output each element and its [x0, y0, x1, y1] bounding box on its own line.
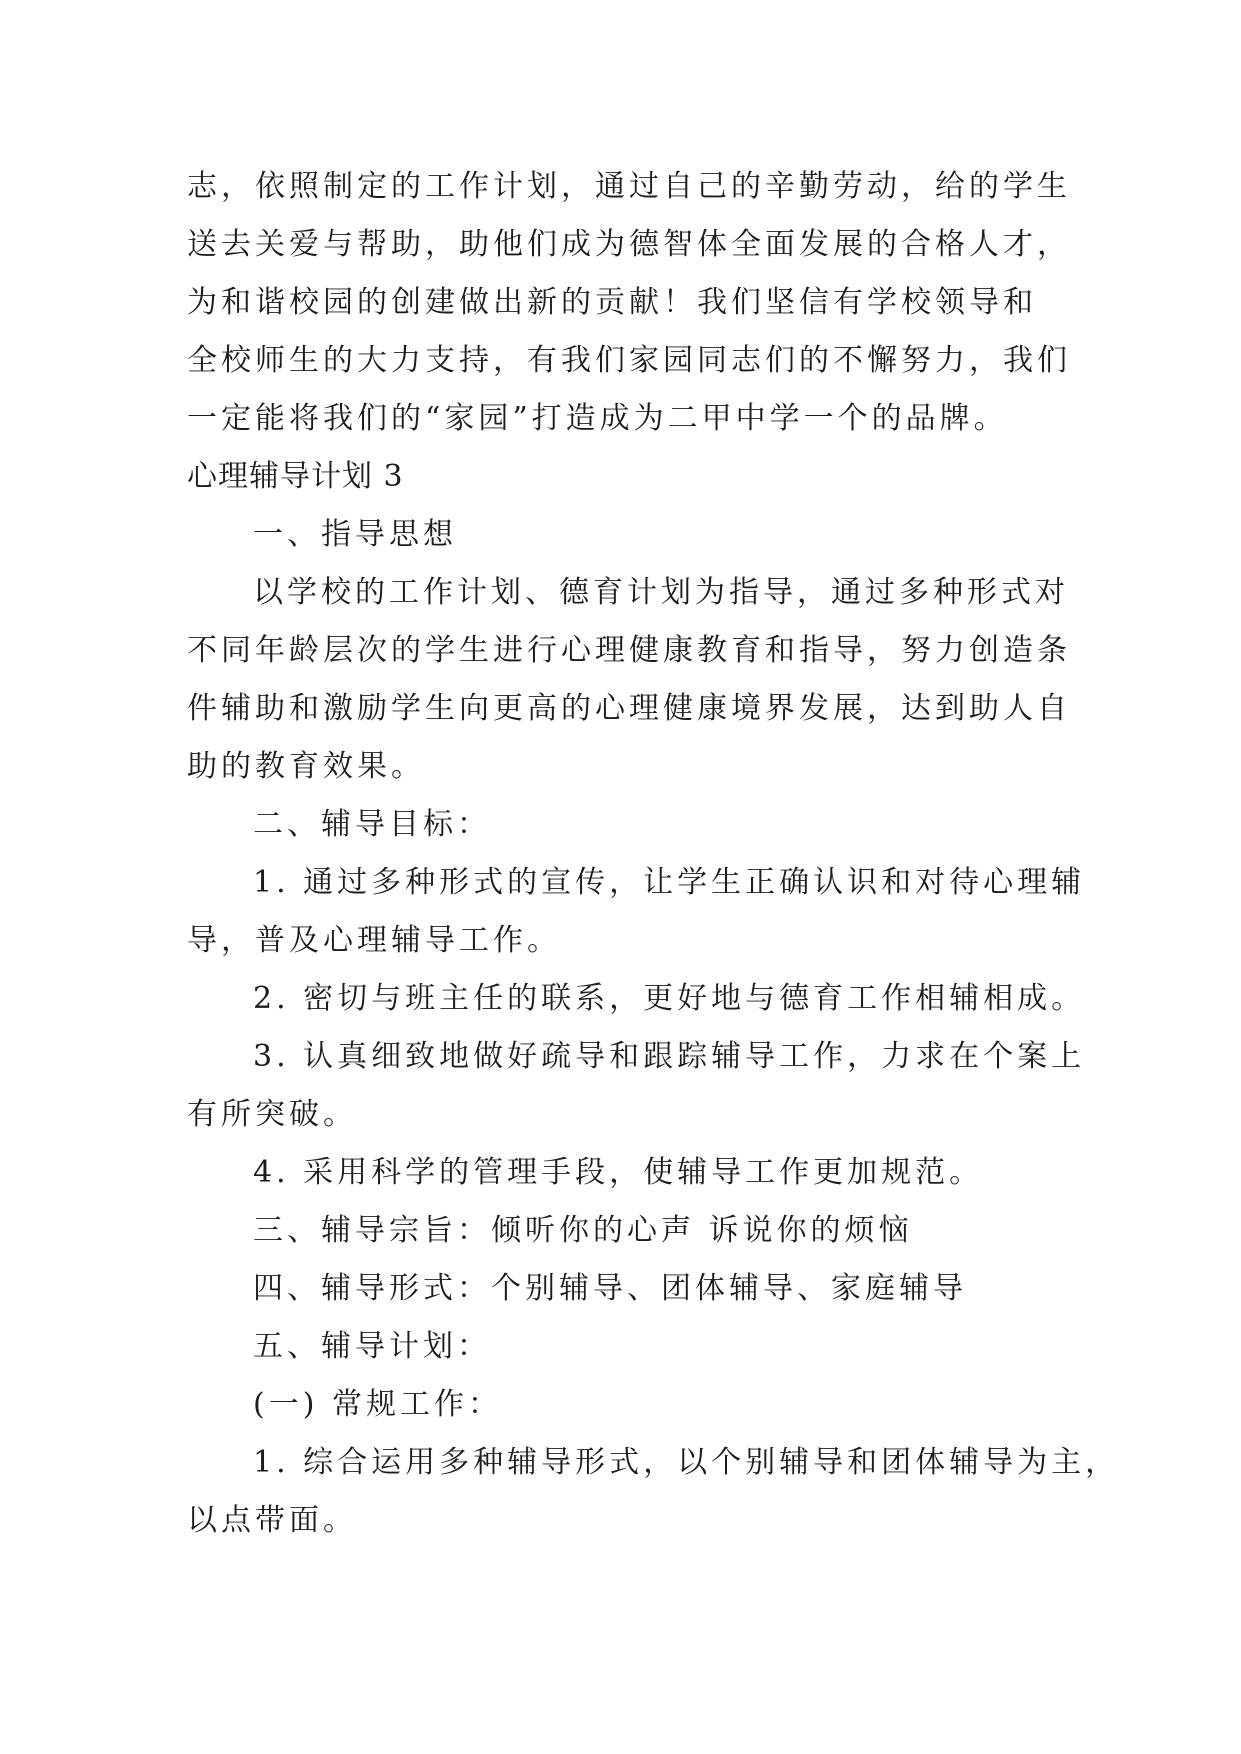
section-heading: 二、辅导目标：	[253, 807, 491, 842]
paragraph-line: 件辅助和激励学生向更高的心理健康境界发展，达到助人自	[187, 691, 1071, 726]
list-item: 1. 通过多种形式的宣传，让学生正确认识和对待心理辅	[253, 865, 1086, 900]
list-item: 2. 密切与班主任的联系，更好地与德育工作相辅相成。	[253, 981, 1086, 1016]
list-item-continuation: 导，普及心理辅导工作。	[187, 923, 561, 958]
section-heading: 四、辅导形式：个别辅导、团体辅导、家庭辅导	[253, 1271, 967, 1306]
section-heading: 一、指导思想	[253, 517, 457, 552]
paragraph-line: 为和谐校园的创建做出新的贡献！我们坚信有学校领导和	[187, 285, 1037, 320]
list-item-continuation: 以点带面。	[187, 1503, 357, 1538]
paragraph-line: 不同年龄层次的学生进行心理健康教育和指导，努力创造条	[187, 633, 1071, 668]
section-heading: 三、辅导宗旨：倾听你的心声 诉说你的烦恼	[253, 1213, 913, 1248]
subsection-heading: (一) 常规工作：	[253, 1387, 502, 1422]
section-heading: 五、辅导计划：	[253, 1329, 491, 1364]
document-body	[187, 158, 1120, 1550]
paragraph-line: 全校师生的大力支持，有我们家园同志们的不懈努力，我们	[187, 343, 1071, 378]
list-item: 4. 采用科学的管理手段，使辅导工作更加规范。	[253, 1155, 984, 1190]
paragraph-line: 助的教育效果。	[187, 749, 425, 784]
paragraph-line: 志，依照制定的工作计划，通过自己的辛勤劳动，给的学生	[187, 169, 1071, 204]
list-item-continuation: 有所突破。	[187, 1097, 357, 1132]
list-item: 3. 认真细致地做好疏导和跟踪辅导工作，力求在个案上	[253, 1039, 1086, 1074]
section-title: 心理辅导计划 3	[187, 459, 404, 494]
paragraph-line: 一定能将我们的“家园”打造成为二甲中学一个的品牌。	[187, 401, 1008, 436]
paragraph-line: 以学校的工作计划、德育计划为指导，通过多种形式对	[253, 575, 1069, 610]
paragraph-line: 送去关爱与帮助，助他们成为德智体全面发展的合格人才，	[187, 227, 1071, 262]
list-item: 1. 综合运用多种辅导形式，以个别辅导和团体辅导为主，	[253, 1445, 1120, 1480]
